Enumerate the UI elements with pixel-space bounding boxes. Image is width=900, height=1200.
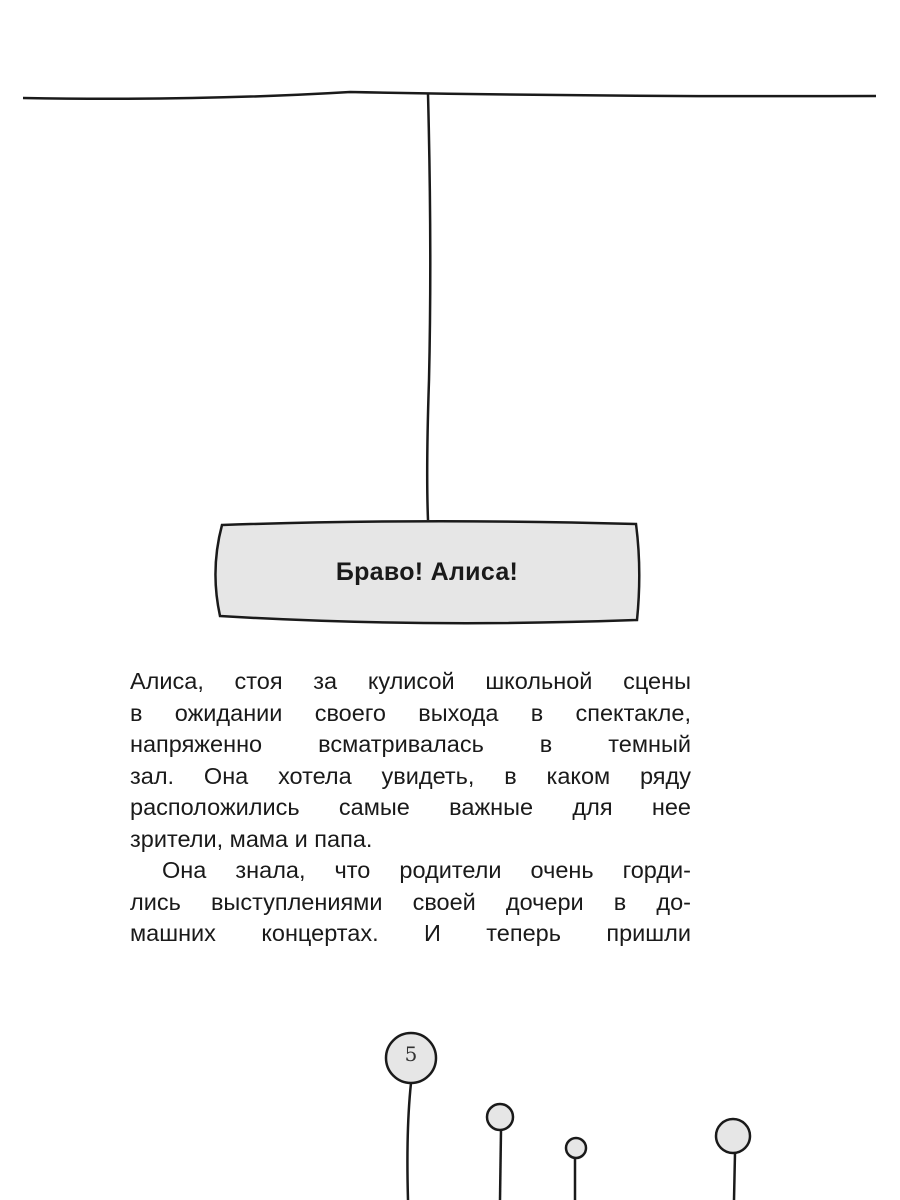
sign-rope — [427, 94, 430, 520]
text-line: в ожидании своего выхода в спектакле, — [130, 699, 691, 726]
sign-title: Браво! Алиса! — [335, 558, 519, 586]
text-line: Она знала, что родители очень горди- — [162, 857, 691, 883]
text-line: напряженно всматривалась в темный — [130, 731, 691, 757]
page-number: 5 — [404, 1042, 418, 1066]
text-line: зал. Она хотела увидеть, в каком ряду — [130, 762, 691, 789]
body-text — [130, 666, 691, 950]
hanging-wire — [23, 92, 876, 99]
text-line: машних концертах. И теперь пришли — [130, 920, 691, 946]
text-line: зрители, мама и папа. — [130, 825, 373, 852]
balloon-decoration — [386, 1033, 750, 1200]
text-line: Алиса, стоя за кулисой школьной сцены — [130, 668, 691, 694]
text-line: расположились самые важные для нее — [130, 794, 691, 820]
text-line: лись выступлениями своей дочери в до- — [130, 888, 691, 915]
